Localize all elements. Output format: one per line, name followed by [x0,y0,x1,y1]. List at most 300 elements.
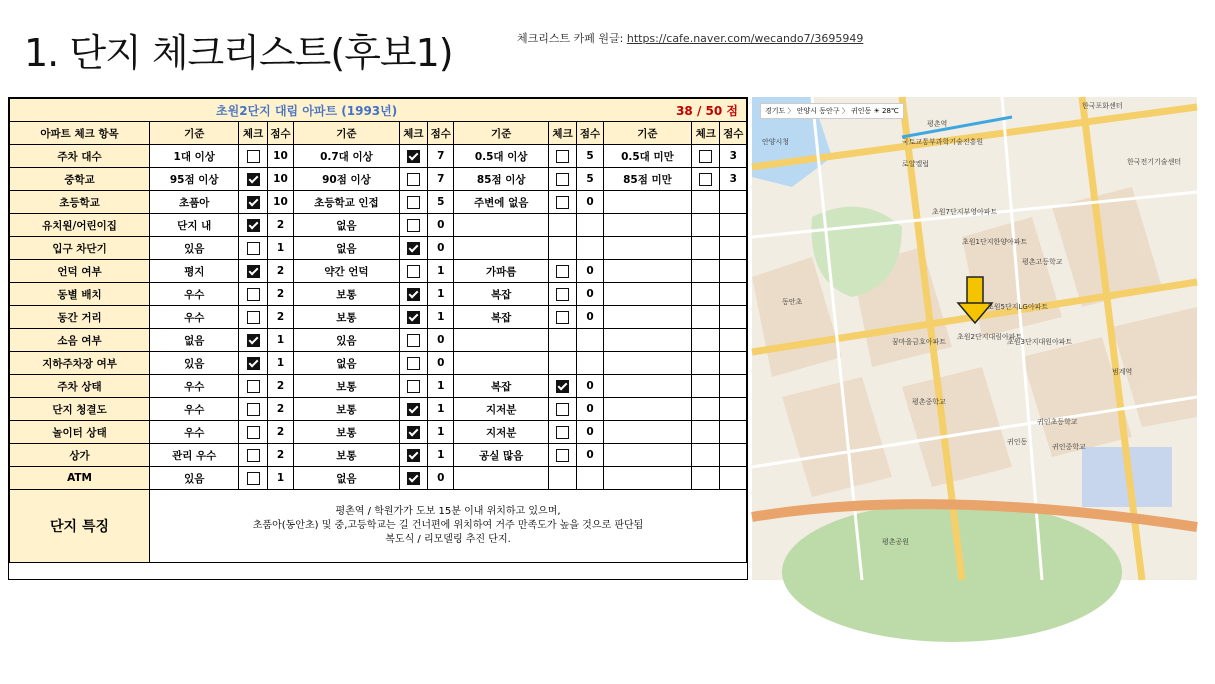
points-cell: 0 [577,398,604,421]
criterion-cell: 지저분 [454,398,548,421]
points-cell: 2 [267,444,293,467]
unchecked-checkbox[interactable] [407,334,420,347]
empty-cell [720,237,747,260]
empty-cell [603,283,691,306]
points-cell: 2 [267,283,293,306]
points-cell: 1 [428,421,454,444]
unchecked-checkbox[interactable] [699,173,712,186]
empty-cell [603,375,691,398]
criterion-cell: 평지 [150,260,239,283]
criterion-cell: 복잡 [454,306,548,329]
empty-cell [548,329,576,352]
empty-cell [603,398,691,421]
check-cell [239,214,267,237]
empty-cell [720,306,747,329]
header-points: 점수 [720,122,747,145]
checked-checkbox[interactable] [247,173,260,186]
checked-checkbox[interactable] [247,196,260,209]
points-cell: 1 [428,306,454,329]
unchecked-checkbox[interactable] [407,219,420,232]
map-place-label: 귀인중학교 [1052,443,1086,451]
empty-cell [603,467,691,490]
checked-checkbox[interactable] [407,449,420,462]
unchecked-checkbox[interactable] [247,472,260,485]
empty-cell [577,329,604,352]
points-cell: 10 [267,191,293,214]
check-cell [239,260,267,283]
total-score [603,99,746,122]
criterion-cell: 단지 내 [150,214,239,237]
empty-cell [692,306,720,329]
empty-cell [720,214,747,237]
unchecked-checkbox[interactable] [247,426,260,439]
check-cell [399,214,427,237]
header-points: 점수 [267,122,293,145]
points-cell: 0 [577,444,604,467]
check-cell [239,467,267,490]
row-item-label: 중학교 [10,168,150,191]
source-link[interactable]: https://cafe.naver.com/wecando7/3695949 [626,32,864,45]
criterion-cell: 우수 [150,375,239,398]
points-cell: 2 [267,375,293,398]
unchecked-checkbox[interactable] [407,380,420,393]
checklist-sheet [8,97,748,580]
points-cell: 5 [577,168,604,191]
header-criterion: 기준 [150,122,239,145]
criterion-cell: 0.5대 이상 [454,145,548,168]
checked-checkbox[interactable] [247,265,260,278]
header-check: 체크 [548,122,576,145]
checked-checkbox[interactable] [407,150,420,163]
empty-cell [454,237,548,260]
points-cell: 1 [267,329,293,352]
unchecked-checkbox[interactable] [407,265,420,278]
criterion-cell: 있음 [150,467,239,490]
criterion-cell: 90점 이상 [294,168,400,191]
empty-cell [454,214,548,237]
unchecked-checkbox[interactable] [556,150,569,163]
feature-row [10,490,747,563]
empty-cell [692,260,720,283]
feature-line: 초품아(동안초) 및 중,고등학교는 길 건너편에 위치하여 거주 만족도가 높을 것으로 판단됨 [252,520,644,531]
check-cell [399,260,427,283]
unchecked-checkbox[interactable] [407,173,420,186]
points-cell: 5 [577,145,604,168]
empty-cell [577,352,604,375]
row-item-label: 동간 거리 [10,306,150,329]
points-cell: 10 [267,168,293,191]
check-cell [692,145,720,168]
points-cell: 0 [428,329,454,352]
points-cell: 1 [428,260,454,283]
criterion-cell: 0.7대 이상 [294,145,400,168]
criterion-cell: 가파름 [454,260,548,283]
row-item-label: 지하주차장 여부 [10,352,150,375]
map-place-label: 로얄켈럽 [902,160,930,168]
empty-cell [603,191,691,214]
map-place-label: 초원7단지부영아파트 [932,208,998,216]
points-cell: 2 [267,398,293,421]
check-cell [239,375,267,398]
check-cell [692,168,720,191]
check-cell [239,283,267,306]
unchecked-checkbox[interactable] [407,357,420,370]
empty-cell [692,237,720,260]
points-cell: 0 [577,421,604,444]
points-cell: 1 [428,398,454,421]
criterion-cell: 약간 언덕 [294,260,400,283]
checked-checkbox[interactable] [247,219,260,232]
score-value: 38 / 50 [676,103,723,118]
unchecked-checkbox[interactable] [247,242,260,255]
criterion-cell: 없음 [150,329,239,352]
criterion-cell: 보통 [294,398,400,421]
row-item-label: 단지 청결도 [10,398,150,421]
page-title: 1. 단지 체크리스트(후보1) [24,31,453,75]
criterion-cell: 85점 미만 [603,168,691,191]
points-cell: 0 [577,375,604,398]
empty-cell [720,191,747,214]
empty-cell [603,306,691,329]
check-cell [548,145,576,168]
unchecked-checkbox[interactable] [407,196,420,209]
map-place-label: 초원2단지대림아파트 [957,333,1023,341]
empty-cell [692,352,720,375]
points-cell: 3 [720,145,747,168]
criterion-cell: 있음 [294,329,400,352]
criterion-cell: 85점 이상 [454,168,548,191]
empty-cell [603,260,691,283]
check-cell [239,145,267,168]
empty-cell [720,467,747,490]
empty-cell [720,444,747,467]
points-cell: 2 [267,421,293,444]
empty-cell [692,398,720,421]
criterion-cell: 보통 [294,421,400,444]
row-item-label: ATM [10,467,150,490]
score-unit: 점 [726,103,738,118]
empty-cell [720,421,747,444]
empty-cell [692,283,720,306]
check-cell [548,168,576,191]
points-cell: 0 [577,306,604,329]
empty-cell [692,421,720,444]
check-cell [399,329,427,352]
checklist-table [9,98,747,563]
points-cell: 5 [428,191,454,214]
map-place-label: 꿈마을금호아파트 [892,338,947,346]
check-cell [399,375,427,398]
points-cell: 1 [428,283,454,306]
unchecked-checkbox[interactable] [247,380,260,393]
row-item-label: 동별 배치 [10,283,150,306]
criterion-cell: 지저분 [454,421,548,444]
checked-checkbox[interactable] [407,403,420,416]
check-cell [239,398,267,421]
criterion-cell: 우수 [150,421,239,444]
feature-line: 복도식 / 리모델링 추진 단지. [385,534,511,545]
points-cell: 1 [267,237,293,260]
table-row [10,283,747,306]
empty-cell [603,444,691,467]
header-points: 점수 [428,122,454,145]
points-cell: 2 [267,260,293,283]
criterion-cell: 복잡 [454,375,548,398]
map-place-label: 초원5단지LG아파트 [987,303,1049,311]
criterion-cell: 95점 이상 [150,168,239,191]
empty-cell [577,467,604,490]
row-item-label: 소음 여부 [10,329,150,352]
criterion-cell: 0.5대 미만 [603,145,691,168]
empty-cell [454,329,548,352]
map-place-label: 평촌공원 [882,538,910,546]
points-cell: 2 [267,214,293,237]
empty-cell [548,214,576,237]
unchecked-checkbox[interactable] [247,150,260,163]
check-cell [239,329,267,352]
checked-checkbox[interactable] [407,426,420,439]
check-cell [399,421,427,444]
criterion-cell: 우수 [150,398,239,421]
map-place-label: 동안초 [782,298,803,306]
check-cell [548,260,576,283]
criterion-cell: 우수 [150,306,239,329]
map-place-label: 범계역 [1112,368,1133,376]
feature-label: 단지 특징 [10,490,150,563]
feature-text [150,490,747,563]
empty-cell [692,467,720,490]
map-place-label: 한국전기기술센터 [1127,158,1182,166]
criterion-cell: 주변에 없음 [454,191,548,214]
row-item-label: 언덕 여부 [10,260,150,283]
checked-checkbox[interactable] [407,242,420,255]
checked-checkbox[interactable] [247,357,260,370]
criterion-cell: 1대 이상 [150,145,239,168]
empty-cell [603,237,691,260]
checked-checkbox[interactable] [556,380,569,393]
unchecked-checkbox[interactable] [247,449,260,462]
empty-cell [548,237,576,260]
unchecked-checkbox[interactable] [556,449,569,462]
criterion-cell: 복잡 [454,283,548,306]
points-cell: 0 [428,467,454,490]
row-item-label: 입구 차단기 [10,237,150,260]
feature-line: 평촌역 / 학원가가 도보 15분 이내 위치하고 있으며, [335,506,561,517]
criterion-cell: 관리 우수 [150,444,239,467]
map-place-label: 평촌역 [927,120,948,128]
check-cell [548,421,576,444]
criterion-cell: 초품아 [150,191,239,214]
row-item-label: 놀이터 상태 [10,421,150,444]
empty-cell [454,467,548,490]
check-cell [239,168,267,191]
points-cell: 10 [267,145,293,168]
criterion-cell: 보통 [294,375,400,398]
empty-cell [548,352,576,375]
checked-checkbox[interactable] [407,472,420,485]
check-cell [399,237,427,260]
checked-checkbox[interactable] [407,311,420,324]
source-label: 체크리스트 카페 원글: [517,32,624,45]
empty-cell [603,352,691,375]
criterion-cell: 공실 많음 [454,444,548,467]
criterion-cell: 초등학교 인접 [294,191,400,214]
header-criterion: 기준 [454,122,548,145]
unchecked-checkbox[interactable] [247,403,260,416]
check-cell [399,283,427,306]
empty-cell [720,283,747,306]
unchecked-checkbox[interactable] [247,311,260,324]
check-cell [548,306,576,329]
check-cell [548,444,576,467]
location-map[interactable] [752,97,1197,580]
table-row [10,444,747,467]
table-row [10,375,747,398]
table-row [10,168,747,191]
criterion-cell: 보통 [294,444,400,467]
check-cell [399,352,427,375]
check-cell [399,398,427,421]
check-cell [548,398,576,421]
row-item-label: 초등학교 [10,191,150,214]
table-row [10,191,747,214]
check-cell [548,375,576,398]
check-cell [399,306,427,329]
empty-cell [720,375,747,398]
unchecked-checkbox[interactable] [556,173,569,186]
empty-cell [720,352,747,375]
points-cell: 7 [428,168,454,191]
empty-cell [692,214,720,237]
empty-cell [720,260,747,283]
empty-cell [720,398,747,421]
header-check: 체크 [399,122,427,145]
points-cell: 2 [267,306,293,329]
check-cell [548,283,576,306]
criterion-cell: 보통 [294,306,400,329]
row-item-label: 주차 상태 [10,375,150,398]
empty-cell [603,421,691,444]
points-cell: 0 [428,214,454,237]
map-breadcrumb: 경기도 〉 안양시 동안구 〉 귀인동 ☀ 28℃ [760,103,904,119]
check-cell [239,421,267,444]
empty-cell [692,375,720,398]
unchecked-checkbox[interactable] [247,288,260,301]
points-cell: 1 [428,375,454,398]
criterion-cell: 있음 [150,237,239,260]
table-row [10,352,747,375]
empty-cell [692,444,720,467]
points-cell: 0 [577,260,604,283]
points-cell: 3 [720,168,747,191]
unchecked-checkbox[interactable] [556,288,569,301]
header-criterion: 기준 [294,122,400,145]
empty-cell [577,214,604,237]
unchecked-checkbox[interactable] [556,426,569,439]
check-cell [399,191,427,214]
row-item-label: 상가 [10,444,150,467]
table-row [10,214,747,237]
check-cell [239,237,267,260]
criterion-cell: 없음 [294,214,400,237]
map-place-label: 귀인초등학교 [1037,418,1078,426]
map-place-label: 한국포화센터 [1082,102,1123,110]
check-cell [239,306,267,329]
header-check: 체크 [692,122,720,145]
check-cell [399,467,427,490]
map-place-label: 귀인동 [1007,438,1028,446]
empty-cell [692,191,720,214]
criterion-cell: 없음 [294,352,400,375]
check-cell [399,145,427,168]
unchecked-checkbox[interactable] [699,150,712,163]
check-cell [239,352,267,375]
empty-cell [603,214,691,237]
criterion-cell: 우수 [150,283,239,306]
empty-cell [603,329,691,352]
map-place-label: 평촌중학교 [912,398,946,406]
empty-cell [692,329,720,352]
check-cell [399,444,427,467]
checked-checkbox[interactable] [407,288,420,301]
unchecked-checkbox[interactable] [556,265,569,278]
points-cell: 0 [428,237,454,260]
empty-cell [720,329,747,352]
check-cell [548,191,576,214]
criterion-cell: 보통 [294,283,400,306]
empty-cell [577,237,604,260]
map-place-label: 안양시청 [762,138,790,146]
empty-cell [454,352,548,375]
table-row [10,260,747,283]
unchecked-checkbox[interactable] [556,403,569,416]
points-cell: 1 [428,444,454,467]
points-cell: 0 [577,283,604,306]
check-cell [399,168,427,191]
criterion-cell: 있음 [150,352,239,375]
criterion-cell: 없음 [294,237,400,260]
criterion-cell: 없음 [294,467,400,490]
map-place-label: 초원3단지대원아파트 [1007,338,1073,346]
header-criterion: 기준 [603,122,691,145]
unchecked-checkbox[interactable] [556,311,569,324]
check-cell [239,191,267,214]
map-place-label: 초원1단지한양아파트 [962,238,1028,246]
header-item: 아파트 체크 항목 [10,122,150,145]
map-place-label: 평촌고등학교 [1022,258,1063,266]
unchecked-checkbox[interactable] [556,196,569,209]
source-note [517,30,863,46]
apartment-name: 초원2단지 대림 아파트 (1993년) [10,99,604,122]
table-row [10,145,747,168]
table-row [10,467,747,490]
empty-cell [548,467,576,490]
table-row [10,329,747,352]
check-cell [239,444,267,467]
row-item-label: 주차 대수 [10,145,150,168]
row-item-label: 유치원/어린이집 [10,214,150,237]
table-row [10,398,747,421]
checked-checkbox[interactable] [247,334,260,347]
points-cell: 1 [267,352,293,375]
points-cell: 7 [428,145,454,168]
points-cell: 0 [577,191,604,214]
header-check: 체크 [239,122,267,145]
points-cell: 1 [267,467,293,490]
table-row [10,421,747,444]
header-points: 점수 [577,122,604,145]
map-place-label: 국토교통부과학기술진흥원 [902,138,984,146]
